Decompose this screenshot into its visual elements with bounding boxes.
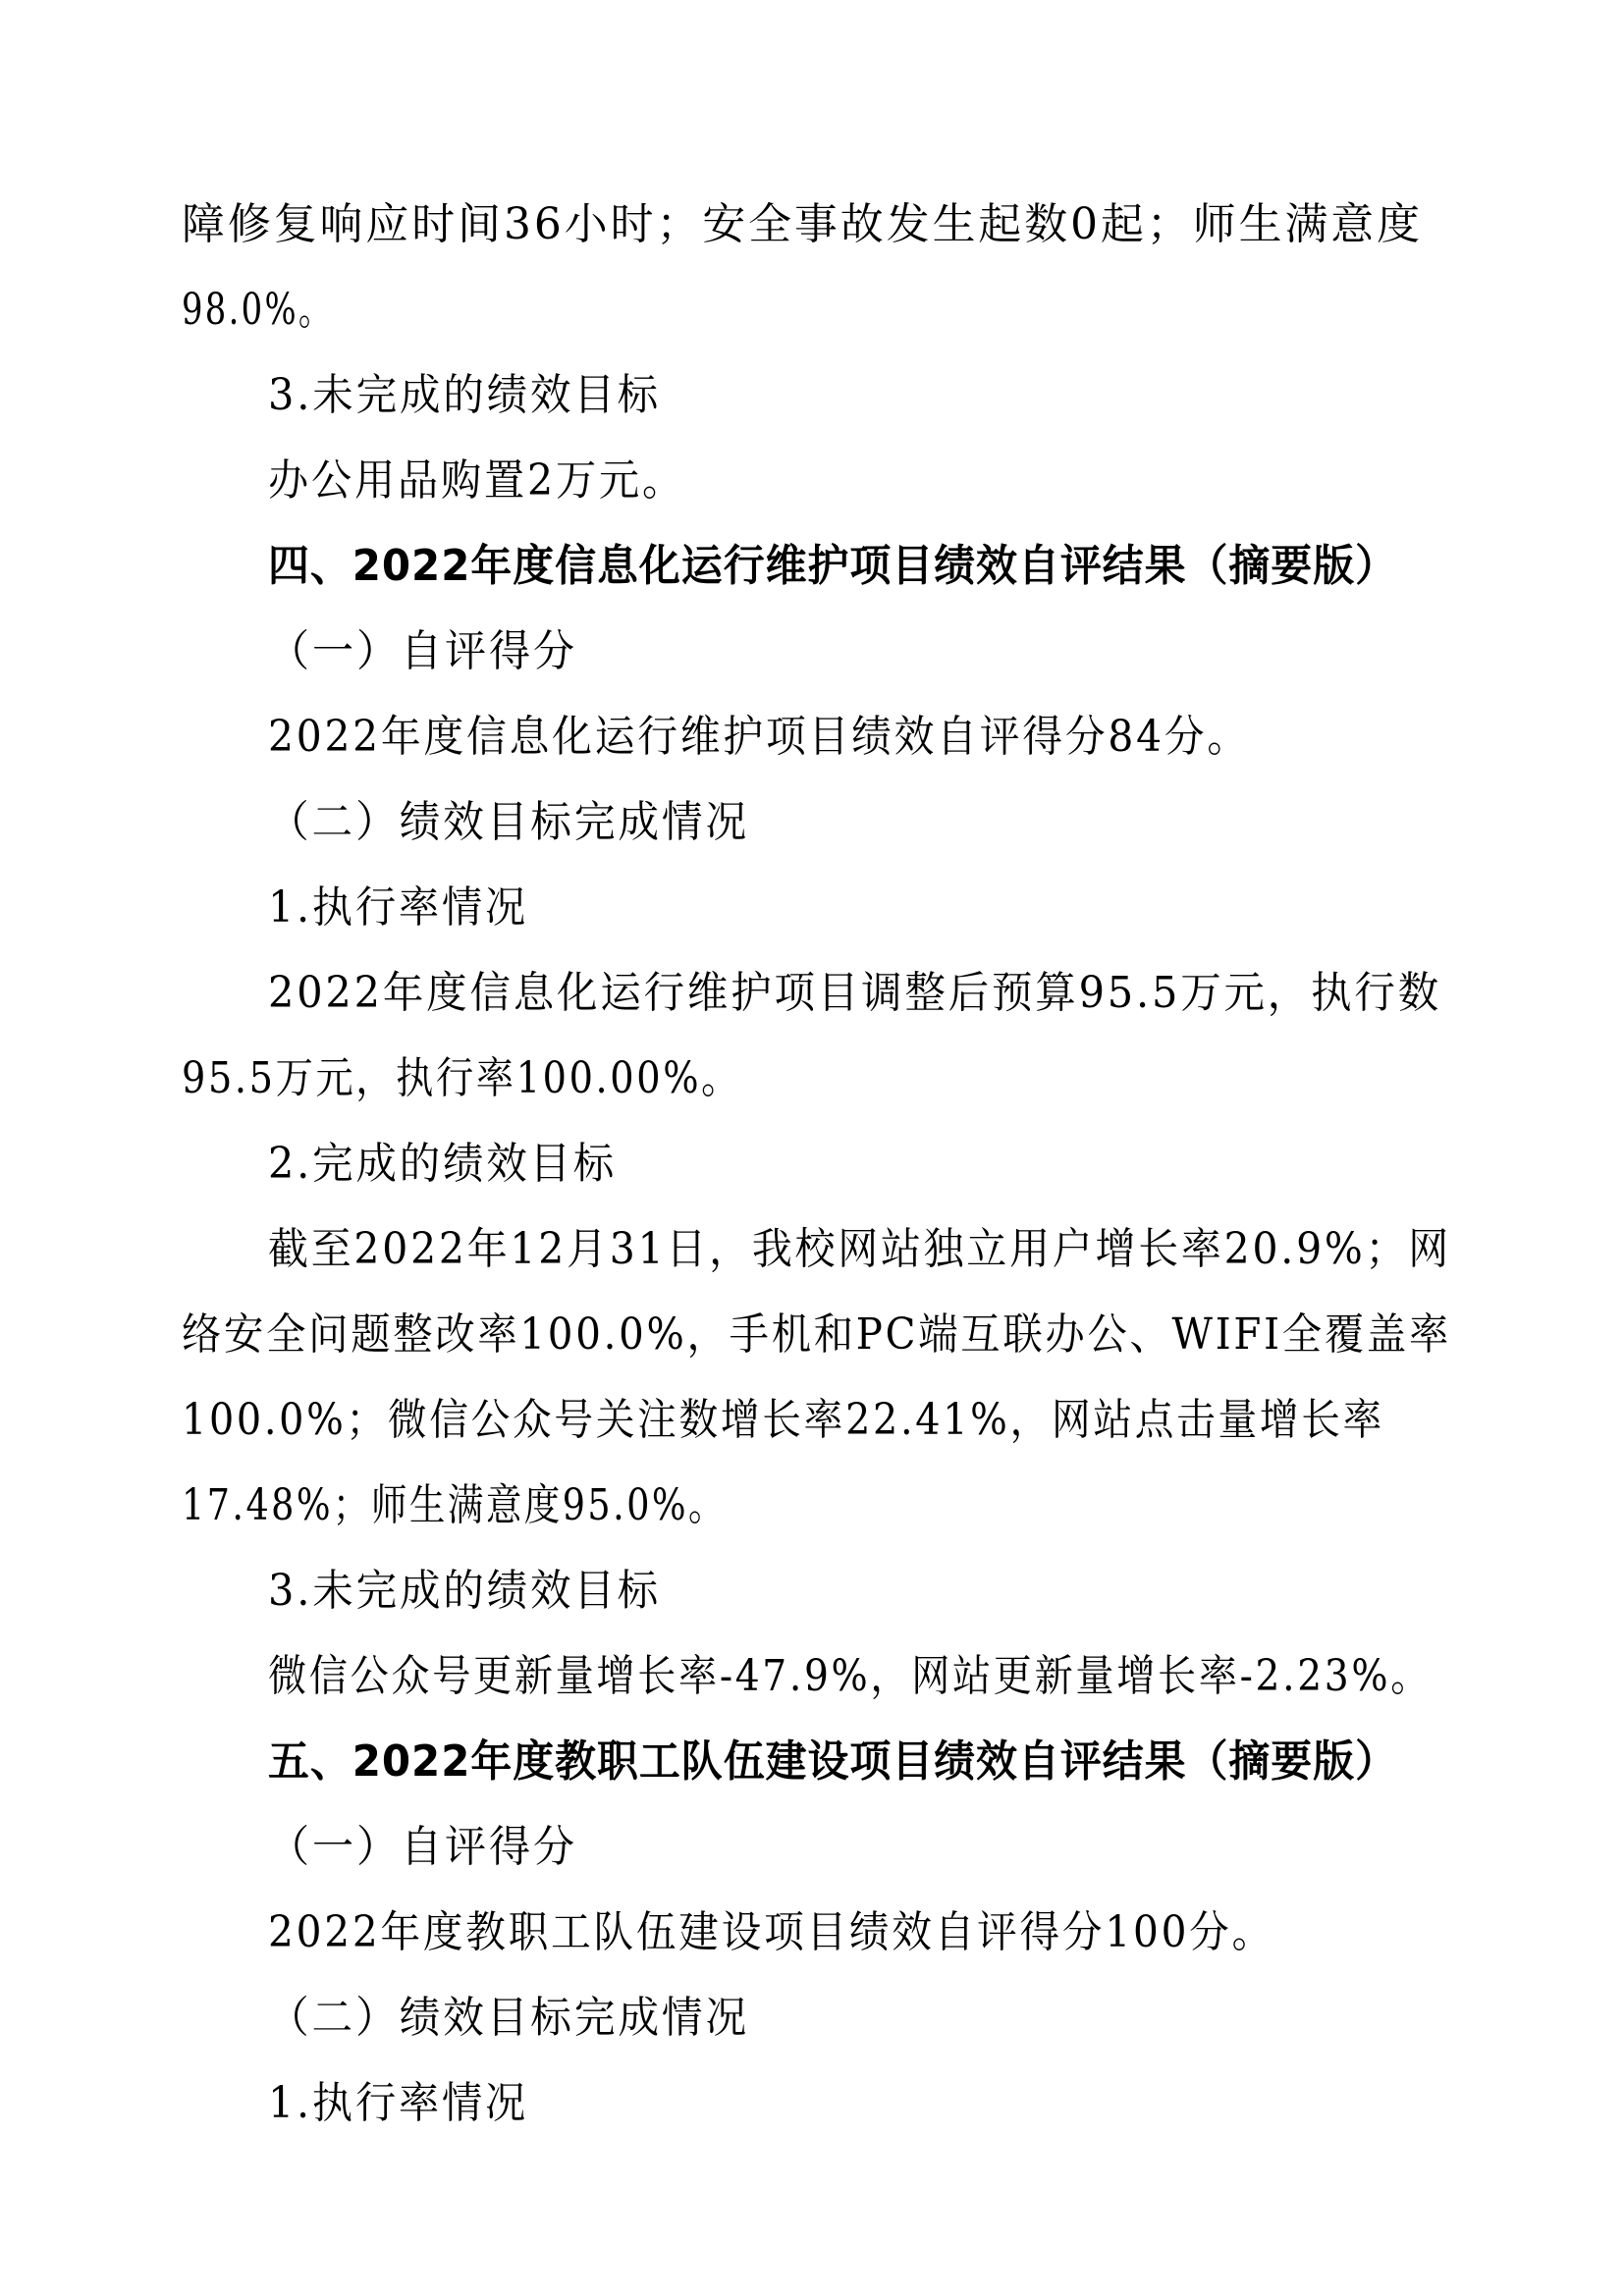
text-line-content: 1.执行率情况 — [268, 2078, 528, 2128]
text-line — [182, 1478, 839, 1533]
text-line-content: 100.0%；微信公众号关注数增长率22.41%，网站点击量增长率 — [182, 1395, 1384, 1445]
section-heading — [268, 539, 1452, 594]
subsection-heading — [268, 624, 591, 679]
text-line — [182, 197, 1427, 252]
text-line-content: 络安全问题整改率100.0%，手机和PC端互联办公、WIFI全覆盖率 — [182, 1309, 1451, 1360]
subsection-heading — [268, 1820, 591, 1875]
text-line-content: 2022年度信息化运行维护项目调整后预算95.5万元，执行数 — [268, 968, 1441, 1018]
text-line-content: （二）绩效目标完成情况 — [268, 797, 749, 847]
text-line-content: 微信公众号更新量增长率-47.9%，网站更新量增长率-2.23%。 — [268, 1651, 1432, 1701]
text-line-content: 办公用品购置2万元。 — [268, 455, 685, 506]
text-line — [182, 1051, 826, 1106]
section-heading-text: 五、2022年度教职工队伍建设项目绩效自评结果（摘要版） — [268, 1736, 1397, 1787]
text-line — [268, 454, 714, 508]
text-line-content: （一）自评得分 — [268, 1822, 577, 1872]
text-line-content: （二）绩效目标完成情况 — [268, 1993, 749, 2043]
text-line-content: 截至2022年12月31日，我校网站独立用户增长率20.9%；网 — [268, 1224, 1451, 1274]
section-heading — [268, 1735, 1452, 1789]
text-line-content: 3.未完成的绩效目标 — [268, 1566, 661, 1616]
subsection-heading — [268, 1991, 776, 2046]
subsection-heading — [268, 368, 684, 423]
subsection-heading — [268, 881, 546, 935]
text-line — [268, 966, 1513, 1021]
text-line-content: 1.执行率情况 — [268, 882, 528, 933]
section-heading-text: 四、2022年度信息化运行维护项目绩效自评结果（摘要版） — [268, 541, 1397, 591]
text-line — [268, 1649, 1576, 1704]
text-line-content: 3.未完成的绩效目标 — [268, 370, 661, 420]
text-line — [268, 1222, 1541, 1277]
text-line-content: 2.完成的绩效目标 — [268, 1139, 617, 1189]
text-line-content: 17.48%；师生满意度95.0%。 — [182, 1480, 727, 1530]
text-line-content: 2022年度教职工队伍建设项目绩效自评得分100分。 — [268, 1907, 1274, 1957]
text-line-content: 2022年度信息化运行维护项目绩效自评得分84分。 — [268, 712, 1250, 762]
subsection-heading — [268, 795, 776, 850]
text-line — [182, 1308, 1568, 1362]
text-line-content: （一）自评得分 — [268, 626, 577, 676]
text-line-content: 98.0%。 — [182, 285, 334, 335]
subsection-heading — [268, 1137, 638, 1192]
text-line — [268, 1905, 1358, 1960]
text-line-content: 障修复响应时间36小时；安全事故发生起数0起；师生满意度 — [182, 199, 1423, 249]
text-line — [268, 710, 1327, 765]
text-line — [182, 1393, 1516, 1448]
text-line — [182, 283, 380, 338]
subsection-heading — [268, 2076, 546, 2131]
subsection-heading — [268, 1564, 684, 1619]
text-line-content: 95.5万元，执行率100.00%。 — [182, 1053, 741, 1103]
